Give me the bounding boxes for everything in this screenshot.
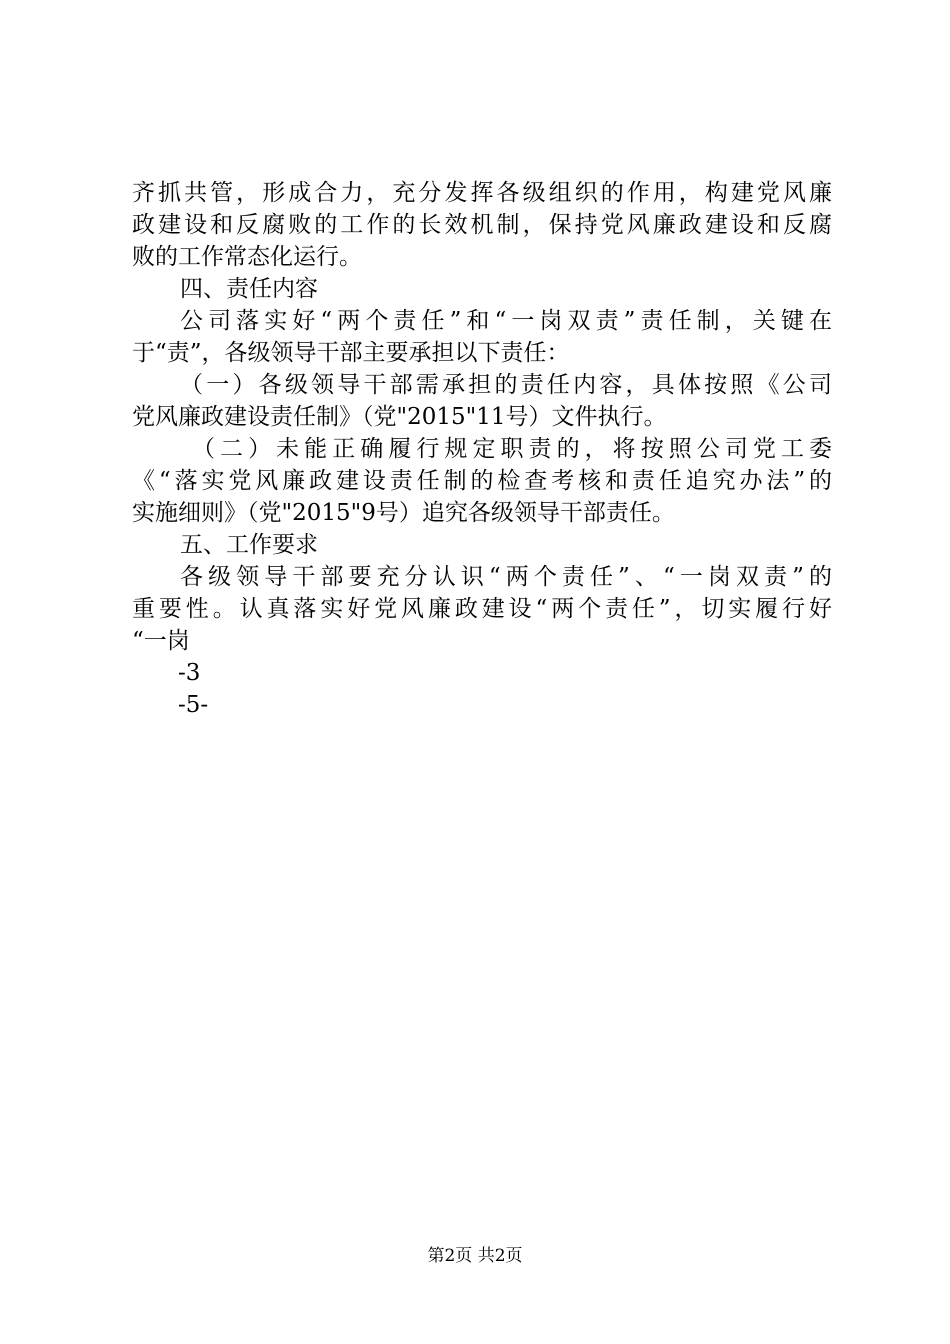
paragraph-line: 政建设和反腐败的工作的长效机制，保持党风廉政建设和反腐 xyxy=(132,212,832,238)
paragraph-line: （一）各级领导干部需承担的责任内容，具体按照《公司 xyxy=(180,372,832,398)
paragraph-line: 齐抓共管，形成合力，充分发挥各级组织的作用，构建党风廉 xyxy=(132,180,832,206)
paragraph-line: 败的工作常态化运行。 xyxy=(132,244,362,270)
page-footer: 第2页 共2页 xyxy=(427,1246,523,1266)
section-heading: 五、工作要求 xyxy=(180,532,318,558)
paragraph-line: 《“落实党风廉政建设责任制的检查考核和责任追究办法”的 xyxy=(132,468,832,494)
section-heading: 四、责任内容 xyxy=(180,276,318,302)
paragraph-line: 公司落实好“两个责任”和“一岗双责”责任制，关键在 xyxy=(180,308,832,334)
paragraph-line: 各级领导干部要充分认识“两个责任”、“一岗双责”的 xyxy=(180,564,832,590)
paragraph-line: （二）未能正确履行规定职责的，将按照公司党工委 xyxy=(192,436,832,462)
paragraph-line: 重要性。认真落实好党风廉政建设“两个责任”，切实履行好 xyxy=(132,596,832,622)
paragraph-line: 党风廉政建设责任制》（党"2015"11号）文件执行。 xyxy=(132,404,667,430)
page-marker: -3 xyxy=(178,660,201,686)
paragraph-line: 于“责”，各级领导干部主要承担以下责任： xyxy=(132,340,570,366)
paragraph-line: 实施细则》（党"2015"9号）追究各级领导干部责任。 xyxy=(132,500,675,526)
page-marker: -5- xyxy=(178,692,209,718)
paragraph-line: “一岗 xyxy=(132,628,190,654)
